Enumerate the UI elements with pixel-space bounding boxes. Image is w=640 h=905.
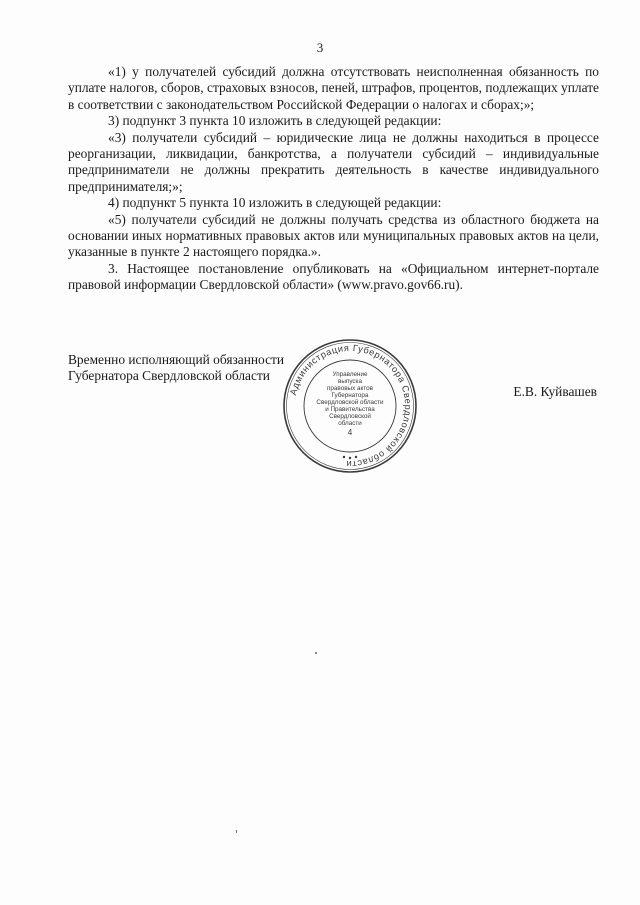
signatory-name: Е.В. Куйвашев bbox=[513, 384, 597, 399]
scan-speck bbox=[236, 830, 237, 833]
paragraph-4: 4) подпункт 5 пункта 10 изложить в следующей редакции: bbox=[108, 195, 442, 211]
seal-center-line-8: области bbox=[338, 420, 362, 427]
paragraph-1: «1) у получателей субсидий должна отсутствовать неисполненная обязанность по уплате налогов, сборов, страховых взносов, пеней, штрафов, процентов, подлежащих уплате в соответствии с законодательством Российской Федерации о налогах и сборах;»; bbox=[68, 64, 599, 112]
page-number: 3 bbox=[316, 40, 324, 55]
seal-center-line-2: выпуска bbox=[338, 378, 362, 385]
seal-center-text bbox=[316, 371, 384, 437]
seal-number: 4 bbox=[347, 428, 353, 437]
seal-center-line-3: правовых актов bbox=[327, 385, 373, 392]
signatory-position-line-2: Губернатора Свердловской области bbox=[68, 368, 270, 384]
seal-graphic bbox=[280, 336, 420, 476]
official-seal-stamp bbox=[280, 336, 420, 476]
paragraph-2: 3) подпункт 3 пункта 10 изложить в следующей редакции: bbox=[108, 113, 442, 129]
signatory-position-line-1: Временно исполняющий обязанности bbox=[68, 352, 285, 367]
paragraph-5: «5) получатели субсидий не должны получать средства из областного бюджета на основании иных нормативных правовых актов или муниципальных правовых актов на цели, указанные в пункте 2 настоящего порядка.». bbox=[68, 211, 599, 260]
paragraph-3: «3) получатели субсидий – юридические лица не должны находиться в процессе реорганизации, ликвидации, банкротства, а получатели субсидий – индивидуальные предприниматели не должны прекратить деятельность в качестве индивидуального предпринимателя;»; bbox=[68, 129, 599, 194]
seal-center-line-6: и Правительства bbox=[325, 406, 375, 413]
document-body bbox=[68, 64, 599, 294]
seal-center-line-7: Свердловской bbox=[329, 413, 371, 420]
seal-ring-text: Администрация Губернатора Свердловской области bbox=[288, 342, 414, 470]
paragraph-6: 3. Настоящее постановление опубликовать на «Официальном интернет-портале правовой информации Свердловской области» (www.pravo.gov66.ru). bbox=[68, 260, 599, 293]
scan-speck bbox=[315, 652, 317, 654]
seal-center-line-4: Губернатора bbox=[331, 392, 369, 399]
seal-center-line-1: Управление bbox=[332, 371, 368, 378]
seal-star-marks bbox=[343, 456, 357, 459]
seal-center-line-5: Свердловской области bbox=[316, 399, 384, 406]
